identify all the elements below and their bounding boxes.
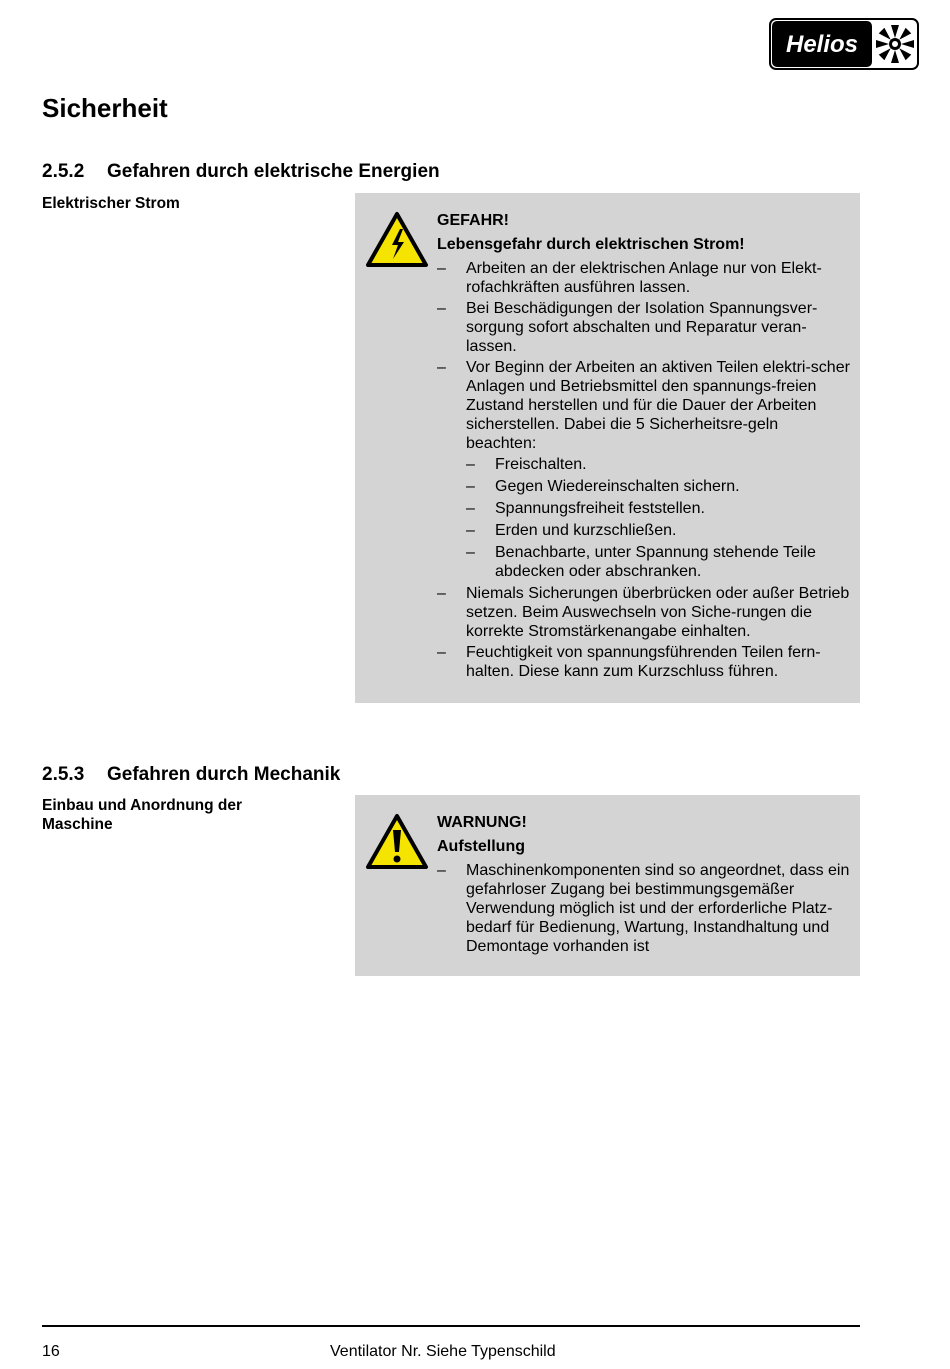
page-number: 16 <box>42 1343 60 1360</box>
notice-subtitle: Aufstellung <box>437 838 525 855</box>
rule-item: – Gegen Wiedereinschalten sichern. <box>466 477 850 496</box>
list-item: – Niemals Sicherungen überbrücken oder außer Betrieb setzen. Beim Auswechseln von Siche-rungen die korrekte Stromstärkenangabe einhalten. <box>437 584 850 641</box>
list-item: – Feuchtigkeit von spannungsführenden Teilen fern-halten. Diese kann zum Kurzschluss führen. <box>437 643 850 681</box>
fan-icon <box>876 25 914 63</box>
list-item <box>437 358 850 581</box>
side-label-electrical: Elektrischer Strom <box>42 195 180 212</box>
signal-word: WARNUNG! <box>437 814 527 831</box>
list-item: – Bei Beschädigungen der Isolation Spannungsver-sorgung sofort abschalten und Reparatur veran-lassen. <box>437 299 850 356</box>
warning-notice-box <box>355 795 860 976</box>
section-heading-mechanical <box>42 764 340 786</box>
footer-divider <box>42 1325 860 1327</box>
exclamation-warning-icon <box>365 813 429 871</box>
list-item-text: Vor Beginn der Arbeiten an aktiven Teilen elektri-scher Anlagen und Betriebsmittel den spannungs-freien Zustand herstellen und für die Dauer der Arbeiten sicherstellen. Dabei die 5 Sicherheitsre-geln beachten: <box>466 359 850 452</box>
side-label-mechanical: Einbau und Anordnung der Maschine <box>42 797 243 833</box>
section-number: 2.5.3 <box>42 764 85 785</box>
helios-logo <box>769 18 919 70</box>
section-number: 2.5.2 <box>42 161 85 182</box>
notice-list <box>437 259 850 681</box>
rule-item: – Erden und kurzschließen. <box>466 521 850 540</box>
rule-item: – Freischalten. <box>466 455 850 474</box>
section-title: Gefahren durch Mechanik <box>107 764 341 785</box>
high-voltage-warning-icon <box>365 211 429 269</box>
list-item: – Maschinenkomponenten sind so angeordnet, dass ein gefahrloser Zugang bei bestimmungsgemäßer Verwendung möglich ist und der erforderliche Platz-bedarf für Bedienung, Wartung, Instandhaltung und Demontage vorhanden ist <box>437 861 850 956</box>
danger-notice-box <box>355 193 860 703</box>
safety-rules-list <box>466 455 850 581</box>
list-item: – Arbeiten an der elektrischen Anlage nur von Elekt-rofachkräften ausführen lassen. <box>437 259 850 297</box>
notice-list <box>437 861 850 956</box>
rule-item: – Benachbarte, unter Spannung stehende Teile abdecken oder abschranken. <box>466 543 850 581</box>
footer-text: Ventilator Nr. Siehe Typenschild <box>330 1343 556 1360</box>
notice-subtitle: Lebensgefahr durch elektrischen Strom! <box>437 236 745 253</box>
logo-text: Helios <box>785 31 859 58</box>
signal-word: GEFAHR! <box>437 212 509 229</box>
section-title: Gefahren durch elektrische Energien <box>107 161 440 182</box>
rule-item: – Spannungsfreiheit feststellen. <box>466 499 850 518</box>
page-title: Sicherheit <box>42 93 168 123</box>
section-heading-electrical <box>42 161 440 183</box>
